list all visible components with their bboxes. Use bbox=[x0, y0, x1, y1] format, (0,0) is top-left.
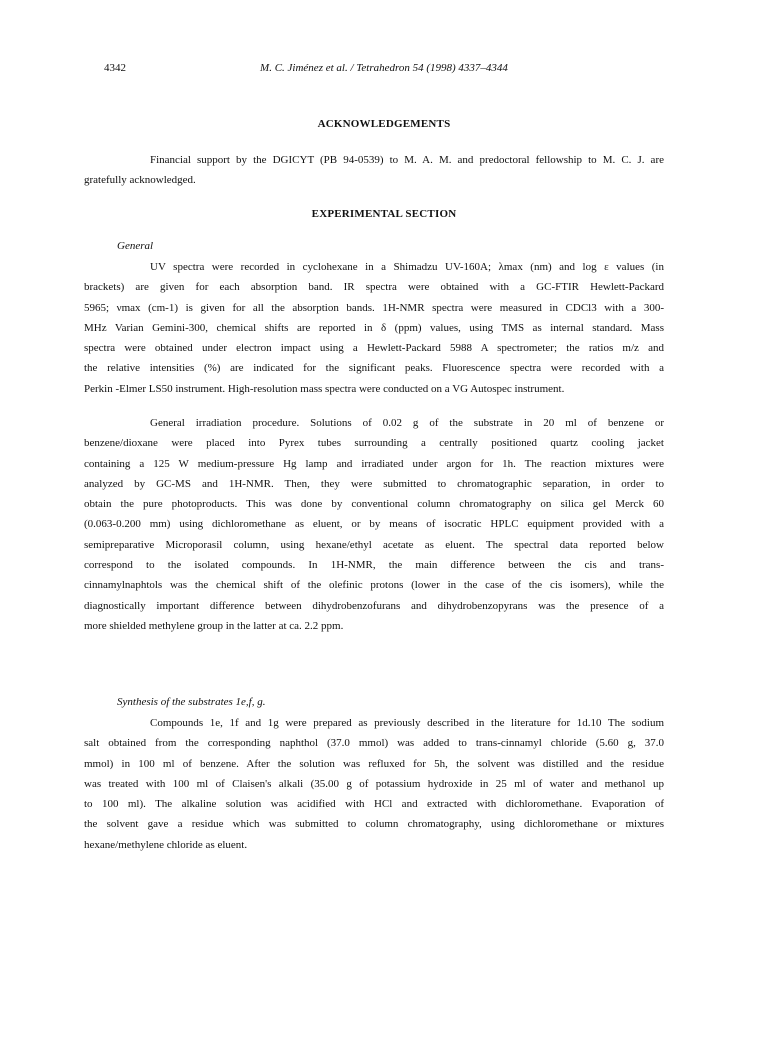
text-line: salt obtained from the corresponding naphthol (37.0 mmol) was added to trans-cinnamyl chloride (5.60 g, 37.0 bbox=[84, 737, 664, 750]
acknowledgements-heading: ACKNOWLEDGEMENTS bbox=[317, 118, 451, 130]
page-number: 4342 bbox=[104, 62, 126, 74]
text-line: the solvent gave a residue which was submitted to column chromatography, using dichloromethane or mixtures bbox=[84, 818, 664, 831]
text-line: MHz Varian Gemini-300, chemical shifts are reported in δ (ppm) values, using TMS as internal standard. Mass bbox=[84, 321, 664, 334]
text-line: the relative intensities (%) are indicated for the significant peaks. Fluorescence spectra were recorded with a bbox=[84, 362, 664, 375]
synthesis-paragraph bbox=[84, 713, 664, 855]
general-subheading: General bbox=[117, 240, 154, 252]
text-line: semipreparative Microporasil column, using hexane/ethyl acetate as eluent. The spectral data reported below bbox=[84, 538, 664, 551]
page-header bbox=[104, 62, 664, 78]
text-line: brackets) are given for each absorption band. IR spectra were obtained with a GC-FTIR Hewlett-Packard bbox=[84, 281, 664, 294]
text-line: more shielded methylene group in the latter at ca. 2.2 ppm. bbox=[84, 619, 344, 632]
acknowledgements-paragraph bbox=[84, 150, 664, 191]
running-head: M. C. Jiménez et al. / Tetrahedron 54 (1998) 4337–4344 bbox=[260, 62, 508, 74]
text-line: spectra were obtained under electron impact using a Hewlett-Packard 5988 A spectrometer; the ratios m/z and bbox=[84, 342, 664, 355]
text-line: General irradiation procedure. Solutions of 0.02 g of the substrate in 20 ml of benzene or bbox=[150, 417, 664, 429]
text-line: analyzed by GC-MS and 1H-NMR. Then, they were submitted to chromatographic separation, in order to bbox=[84, 477, 664, 490]
text-line: to 100 ml). The alkaline solution was acidified with HCl and extracted with dichloromethane. Evaporation of bbox=[84, 798, 664, 811]
text-line: (0.063-0.200 mm) using dichloromethane as eluent, or by means of isocratic HPLC equipment provided with a bbox=[84, 518, 664, 531]
text-line: Perkin -Elmer LS50 instrument. High-resolution mass spectra were conducted on a VG Autospec instrument. bbox=[84, 382, 565, 395]
text-line: benzene/dioxane were placed into Pyrex tubes surrounding a centrally positioned quartz cooling jacket bbox=[84, 437, 664, 450]
text-line: UV spectra were recorded in cyclohexane in a Shimadzu UV-160A; λmax (nm) and log ε values (in bbox=[150, 261, 664, 273]
synthesis-subheading: Synthesis of the substrates 1e,f, g. bbox=[117, 696, 266, 708]
text-line: 5965; νmax (cm-1) is given for all the absorption bands. 1H-NMR spectra were measured in CDCl3 with a 300- bbox=[84, 301, 664, 314]
text-line: containing a 125 W medium-pressure Hg lamp and irradiated under argon for 1h. The reaction mixtures were bbox=[84, 457, 664, 470]
text-line: Compounds 1e, 1f and 1g were prepared as previously described in the literature for 1d.10 The sodium bbox=[150, 717, 664, 729]
text-line: Financial support by the DGICYT (PB 94-0539) to M. A. M. and predoctoral fellowship to M. C. J. are bbox=[150, 154, 664, 166]
text-line: hexane/methylene chloride as eluent. bbox=[84, 838, 248, 851]
experimental-heading: EXPERIMENTAL SECTION bbox=[311, 208, 457, 220]
text-line: correspond to the isolated compounds. In 1H-NMR, the main difference between the cis and trans- bbox=[84, 559, 664, 572]
text-line: diagnostically important difference between dihydrobenzofurans and dihydrobenzopyrans was the presence of a bbox=[84, 599, 664, 612]
text-line: cinnamylnaphtols was the chemical shift of the olefinic protons (lower in the case of the cis isomers), while the bbox=[84, 579, 664, 592]
text-line: gratefully acknowledged. bbox=[84, 174, 196, 187]
text-line: obtain the pure photoproducts. This was done by conventional column chromatography on silica gel Merck 60 bbox=[84, 498, 664, 511]
irradiation-paragraph bbox=[84, 413, 664, 636]
text-line: mmol) in 100 ml of benzene. After the solution was refluxed for 5h, the solvent was distilled and the residue bbox=[84, 757, 664, 770]
text-line: was treated with 100 ml of Claisen's alkali (35.00 g of potassium hydroxide in 25 ml of water and methanol up bbox=[84, 777, 664, 790]
general-paragraph bbox=[84, 257, 664, 399]
